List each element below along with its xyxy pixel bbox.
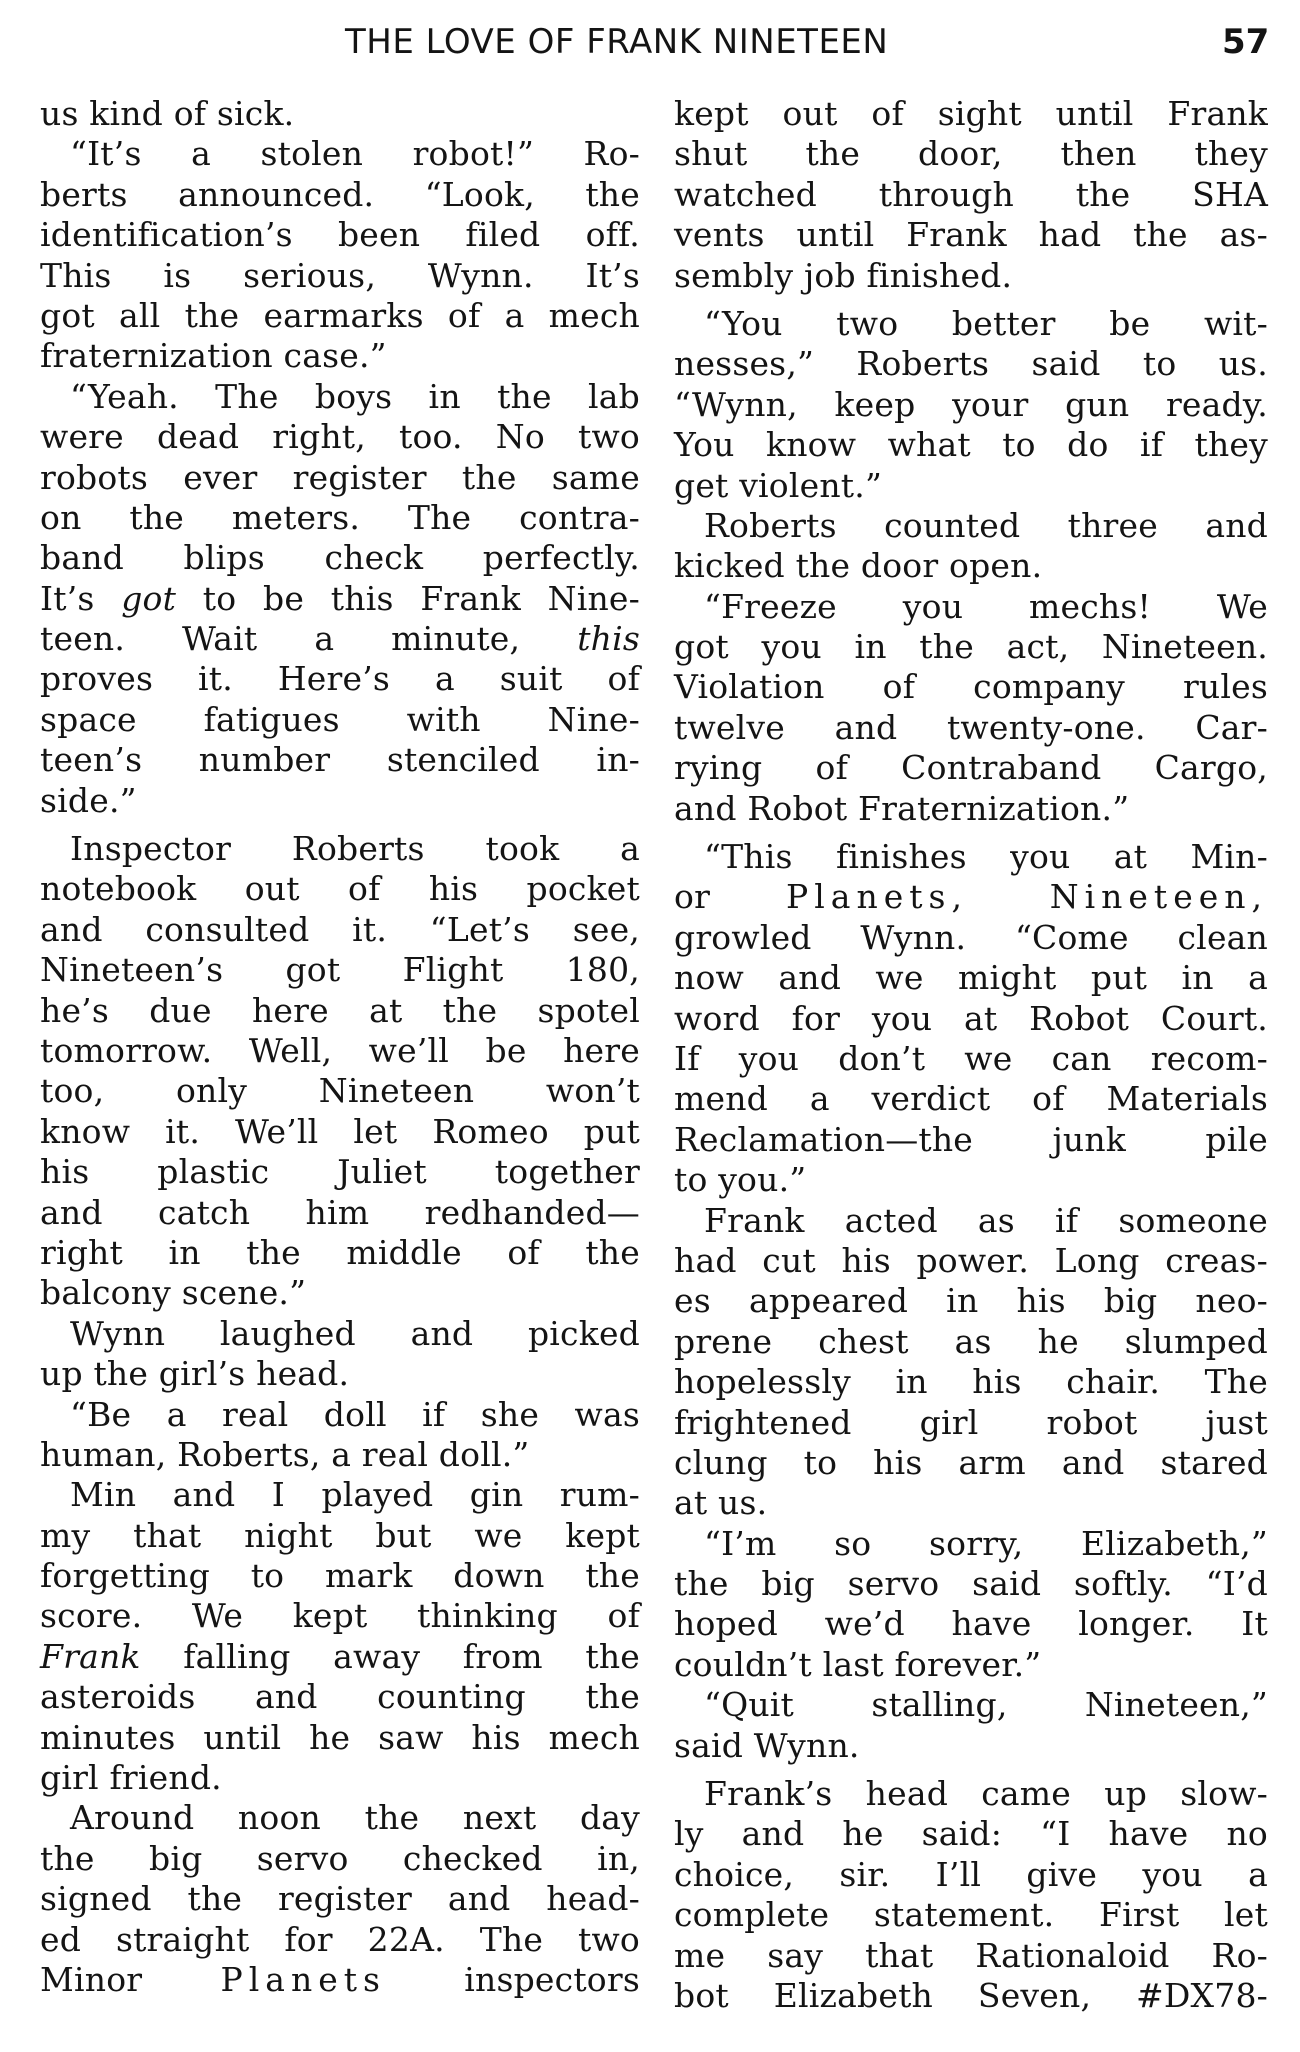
text-line: kicked the door open. (674, 546, 1043, 586)
text-line: choice, sir. I’ll give you a (674, 1854, 1268, 1894)
text-line: Around noon the next day (70, 1798, 640, 1838)
text-line: twelve and twenty-one. Car- (674, 707, 1268, 747)
text-line-mixed (40, 579, 640, 619)
text-line: balcony scene.” (40, 1273, 307, 1313)
text-line: were dead right, too. No two (40, 417, 640, 457)
text-line: Nineteen’s got Flight 180, (40, 950, 640, 990)
text-line: got you in the act, Nineteen. (674, 627, 1268, 667)
text-line: frightened girl robot just (674, 1402, 1268, 1442)
running-head (0, 22, 1300, 82)
spaced-run: Planets (220, 1959, 386, 1999)
text-line: and catch him redhanded— (40, 1192, 640, 1232)
text-line: forgetting to mark down the (40, 1556, 640, 1596)
text-line: ly and he said: “I have no (674, 1814, 1268, 1854)
text-line-mixed (674, 877, 1268, 917)
text-line: to you.” (674, 1160, 807, 1200)
text-line: watched through the SHA (674, 174, 1268, 214)
text-line: hopelessly in his chair. The (674, 1362, 1268, 1402)
text-run: Minor (40, 1959, 221, 1999)
text-line: too, only Nineteen won’t (40, 1071, 640, 1111)
text-line: bot Elizabeth Seven, #DX78- (674, 1975, 1268, 2015)
text-line: Min and I played gin rum- (70, 1475, 640, 1515)
text-line: You know what to do if they (674, 425, 1268, 465)
text-line: proves it. Here’s a suit of (40, 659, 640, 699)
text-line: ed straight for 22A. The two (40, 1919, 640, 1959)
text-run: It’s (40, 578, 122, 618)
paragraph-gap (674, 829, 1268, 837)
text-run: or (674, 877, 787, 917)
text-line: got all the earmarks of a mech (40, 295, 640, 335)
text-run: inspectors (385, 1959, 640, 1999)
text-line: up the girl’s head. (40, 1354, 350, 1394)
text-line: his plastic Juliet together (40, 1152, 640, 1192)
text-run: teen. Wait a minute, (40, 619, 578, 659)
text-line: the big servo checked in, (40, 1838, 640, 1878)
text-line: “This finishes you at Min- (704, 837, 1268, 877)
text-line: and consulted it. “Let’s see, (40, 909, 640, 949)
text-line: growled Wynn. “Come clean (674, 917, 1268, 957)
text-line: minutes until he saw his mech (40, 1717, 640, 1757)
text-line: he’s due here at the spotel (40, 990, 640, 1030)
text-line: Reclamation—the junk pile (674, 1119, 1268, 1159)
text-line: band blips check perfectly. (40, 538, 640, 578)
paragraph-gap (674, 1766, 1268, 1774)
text-line: had cut his power. Long creas- (674, 1240, 1268, 1280)
left-column (40, 94, 640, 2000)
text-line: identification’s been filed off. (40, 215, 640, 255)
text-line: right in the middle of the (40, 1232, 640, 1272)
text-line: robots ever register the same (40, 457, 640, 497)
text-line: hoped we’d have longer. It (674, 1604, 1268, 1644)
right-column (674, 94, 1268, 2016)
text-line: side.” (40, 780, 137, 820)
text-line: score. We kept thinking of (40, 1596, 640, 1636)
text-line: kept out of sight until Frank (674, 94, 1268, 133)
text-line: “Freeze you mechs! We (704, 586, 1268, 626)
paragraph-gap (40, 821, 640, 829)
italic-run: Frank (40, 1636, 141, 1676)
text-line: “Be a real doll if she was (70, 1394, 640, 1434)
text-line: mend a verdict of Materials (674, 1079, 1268, 1119)
text-line: tomorrow. Well, we’ll be here (40, 1030, 640, 1070)
running-title: THE LOVE OF FRANK NINETEEN (345, 22, 889, 62)
text-run: to be this Frank Nine- (176, 578, 640, 618)
text-line: “I’m so sorry, Elizabeth,” (704, 1523, 1268, 1563)
text-line: get violent.” (674, 465, 883, 505)
text-line: If you don’t we can recom- (674, 1038, 1268, 1078)
text-line: vents until Frank had the as- (674, 215, 1268, 255)
text-line: es appeared in his big neo- (674, 1281, 1268, 1321)
text-line: Frank acted as if someone (704, 1200, 1268, 1240)
text-line: teen’s number stenciled in- (40, 740, 640, 780)
text-line: Inspector Roberts took a (70, 829, 640, 869)
text-line: This is serious, Wynn. It’s (40, 255, 640, 295)
text-line-mixed (40, 1960, 640, 2000)
text-line: Roberts counted three and (704, 505, 1268, 545)
text-line: at us. (674, 1483, 768, 1523)
text-line: and Robot Fraternization.” (674, 788, 1130, 828)
text-line: prene chest as he slumped (674, 1321, 1268, 1361)
text-line: “Quit stalling, Nineteen,” (704, 1685, 1268, 1725)
text-line-mixed (40, 619, 640, 659)
text-line: fraternization case.” (40, 336, 387, 376)
text-line: notebook out of his pocket (40, 869, 640, 909)
text-line: “Yeah. The boys in the lab (70, 376, 640, 416)
text-line: Frank’s head came up slow- (704, 1774, 1268, 1814)
text-line: on the meters. The contra- (40, 497, 640, 537)
text-line: rying of Contraband Cargo, (674, 748, 1268, 788)
italic-run: this (577, 619, 640, 659)
text-line: my that night but we kept (40, 1515, 640, 1555)
text-line: word for you at Robot Court. (674, 998, 1268, 1038)
text-line: couldn’t last forever.” (674, 1644, 1042, 1684)
text-line: the big servo said softly. “I’d (674, 1564, 1268, 1604)
text-line: Violation of company rules (674, 667, 1268, 707)
text-line: clung to his arm and stared (674, 1442, 1268, 1482)
paragraph-gap (674, 296, 1268, 304)
text-line: nesses,” Roberts said to us. (674, 344, 1268, 384)
text-line: space fatigues with Nine- (40, 699, 640, 739)
text-line: complete statement. First let (674, 1895, 1268, 1935)
text-line: asteroids and counting the (40, 1677, 640, 1717)
text-line: us kind of sick. (40, 94, 295, 133)
text-run: falling away from the (140, 1636, 640, 1676)
text-line: said Wynn. (674, 1725, 860, 1765)
text-line-mixed (40, 1637, 640, 1677)
text-line: now and we might put in a (674, 958, 1268, 998)
page-number: 57 (1222, 22, 1270, 62)
text-line: human, Roberts, a real doll.” (40, 1434, 530, 1474)
text-line: signed the register and head- (40, 1879, 640, 1919)
text-line: berts announced. “Look, the (40, 174, 640, 214)
text-line: me say that Rationaloid Ro- (674, 1935, 1268, 1975)
text-line: “Wynn, keep your gun ready. (674, 384, 1268, 424)
spaced-run: Planets, Nineteen, (786, 877, 1268, 917)
text-line: “You two better be wit- (704, 303, 1268, 343)
text-line: shut the door, then they (674, 134, 1268, 174)
text-line: girl friend. (40, 1758, 222, 1798)
text-line: sembly job finished. (674, 255, 1013, 295)
italic-run: got (121, 578, 177, 618)
text-line: Wynn laughed and picked (70, 1313, 640, 1353)
text-line: “It’s a stolen robot!” Ro- (70, 134, 640, 174)
text-line: know it. We’ll let Romeo put (40, 1111, 640, 1151)
